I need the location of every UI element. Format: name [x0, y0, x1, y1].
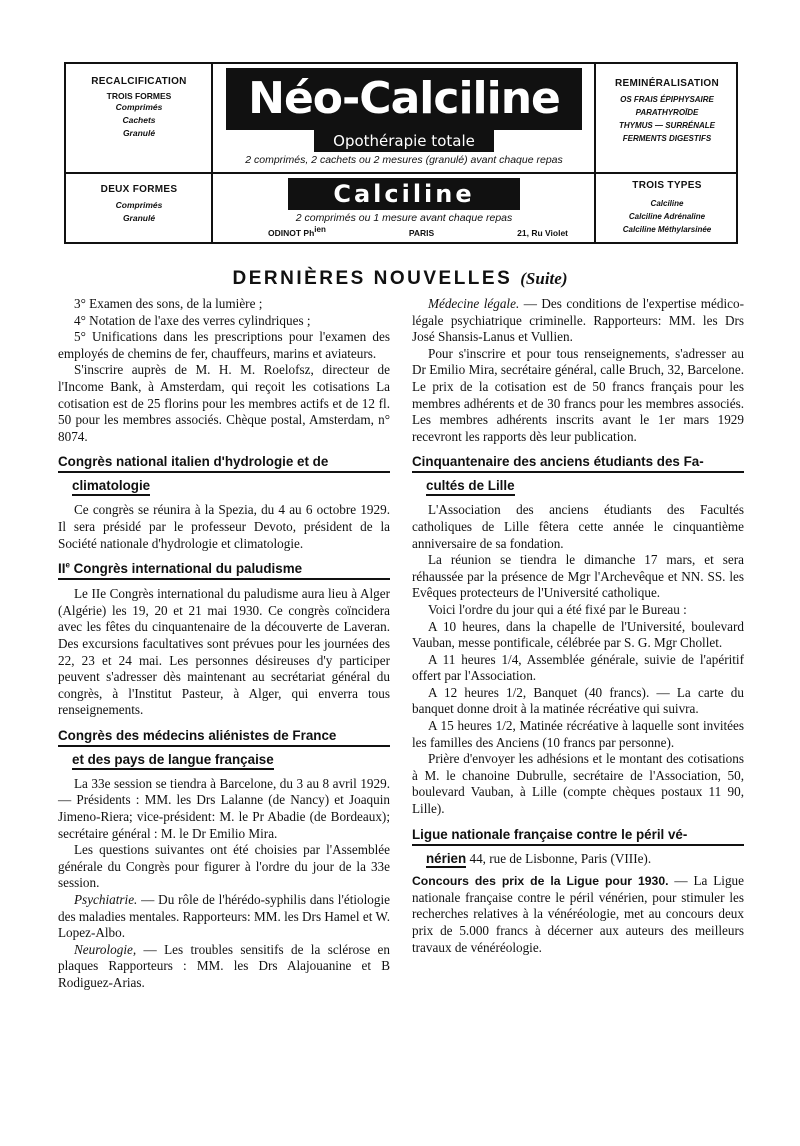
section-heading-cont: nérien — [426, 850, 467, 866]
paragraph: A 11 heures 1/4, Assemblée générale, suivie de l'apéritif offert par l'Association. — [412, 651, 744, 684]
section-heading-cont-line — [412, 850, 744, 868]
ad-item: THYMUS — SURRÉNALE — [618, 121, 715, 130]
ad-item: Calciline — [650, 199, 684, 208]
advertisement-box — [64, 62, 738, 244]
maker-address: 21, Ru Violet — [517, 228, 568, 238]
section-hydrologie — [58, 453, 390, 496]
ad-item: FERMENTS DIGESTIFS — [622, 134, 712, 143]
ad-heading: REMINÉRALISATION — [614, 78, 720, 89]
right-column — [412, 296, 744, 956]
paragraph: L'Association des anciens étudiants des Facultés catholiques de Lille fêtera cette année le cinquantième anniversaire de sa fondation. — [412, 502, 744, 551]
ad-deux-formes-panel — [70, 184, 208, 225]
ad-item: Granulé — [122, 213, 156, 223]
paragraph: S'inscrire auprès de M. H. M. Roelofsz, directeur de l'Income Bank, à Amsterdam, qui reçoit les cotisations La cotisation est de 25 florins pour les membres actifs et de 12 fl. 50 pour les membres associés. Chèque postal, Amsterdam, n° 8074. — [58, 362, 390, 444]
paragraph: Ce congrès se réunira à la Spezia, du 4 au 6 octobre 1929. Il sera présidé par le professeur Devoto, président de la Société nationale d'hydrologie et climatologie. — [58, 502, 390, 551]
paragraph: Psychiatrie. — Du rôle de l'hérédo-syphilis dans l'étiologie des maladies mentales. Rapporteurs: MM. les Drs Hamel et W. Lopez-Albo. — [58, 892, 390, 941]
paragraph: Prière d'envoyer les adhésions et le montant des cotisations à M. le chanoine Dubrulle, secrétaire de l'Association, 50, boulevard Vauban, à Lille (compte chèques postaux 11 90, Lille). — [412, 751, 744, 817]
section-heading-cont: cultés de Lille — [426, 477, 515, 496]
posology-text: 2 comprimés, 2 cachets ou 2 mesures (granulé) avant chaque repas — [245, 154, 563, 166]
ad-item: PARATHYROÏDE — [635, 108, 699, 117]
paragraph: La 33e session se tiendra à Barcelone, du 3 au 8 avril 1929. — Présidents : MM. les Drs Lalanne (de Nancy) et Joaquin Jimeno-Riera; vice-président: M. le Pr Abadie (de Bordeaux); secrétaire général : M. le Dr Emilio Mira. — [58, 775, 390, 841]
section-heading: Cinquantenaire des anciens étudiants des Fa- — [412, 453, 744, 473]
ad-heading: TROIS TYPES — [632, 180, 702, 191]
section-heading-cont: climatologie — [72, 477, 150, 496]
paragraph: 5° Unifications dans les prescriptions pour l'examen des employés de chemins de fer, chauffeurs, marins et aviateurs. — [58, 329, 390, 361]
ad-remineralisation-panel — [598, 78, 736, 145]
page-title — [0, 268, 800, 290]
ad-divider — [66, 172, 736, 174]
ad-divider — [594, 64, 596, 242]
section-paludisme — [58, 560, 390, 580]
paragraph: Pour s'inscrire et pour tous renseignements, s'adresser au Dr Emilio Mira, secrétaire général, calle Bruch, 32, Barcelone. Le prix de la cotisation est de 50 francs français pour les membres adhérents et de 30 francs pour les membres associés. Les membres adhérents inscrits avant le 1er mars 1929 recevront les rapports dès leur publication. — [412, 345, 744, 444]
section-address: 44, rue de Lisbonne, Paris (VIIIe). — [466, 850, 652, 866]
ad-item: Cachets — [122, 115, 156, 125]
posology-text: 2 comprimés ou 1 mesure avant chaque repas — [295, 212, 513, 224]
ad-recalcification-panel — [70, 76, 208, 140]
ad-heading: DEUX FORMES — [100, 184, 178, 195]
maker-line — [268, 225, 568, 238]
paragraph: Médecine légale. — Des conditions de l'expertise médico-légale psychiatrique criminelle. Rapporteurs: MM. les Drs José Shansis-Lanus et Vullien. — [412, 296, 744, 345]
section-heading: Congrès national italien d'hydrologie et de — [58, 453, 390, 473]
paragraph: Neurologie, — Les troubles sensitifs de la sclérose en plaques Rapporteurs : MM. les Drs Alajouanine et B Rodiguez-Arias. — [58, 941, 390, 990]
ad-divider — [211, 64, 213, 242]
paragraph: Concours des prix de la Ligue pour 1930. — La Ligue nationale française contre le péril vénérien, pour stimuler les recherches relatives à la vénéréologie, met au concours deux prix de 5.000 francs à décerner aux auteurs des meilleurs travaux de vénéréologie. — [412, 873, 745, 955]
left-column — [58, 296, 390, 992]
ad-item: OS FRAIS ÉPIPHYSAIRE — [620, 95, 714, 104]
section-alienistes — [58, 727, 390, 770]
section-ligue — [412, 826, 744, 868]
paragraph: Les questions suivantes ont été choisies par l'Assemblée générale du Congrès pour figurer à l'ordre du jour de la 33e session. — [58, 842, 390, 891]
paragraph: La réunion se tiendra le dimanche 17 mars, et sera réhaussée par la présence de Mgr l'Archevêque et NN. SS. les Evêques protecteurs de l'Université catholique. — [412, 552, 744, 601]
section-lille — [412, 453, 744, 496]
brand-logo-neo-calciline: Néo-Calciline — [226, 68, 582, 130]
paragraph: Voici l'ordre du jour qui a été fixé par le Bureau : — [428, 601, 687, 617]
ad-item: Calciline Adrénaline — [628, 212, 706, 221]
ad-trois-types-panel — [598, 180, 736, 236]
brand-tagline: Opothérapie totale — [314, 130, 494, 152]
ad-subheading: TROIS FORMES — [106, 91, 172, 101]
paragraph: Le IIe Congrès international du paludisme aura lieu à Alger (Algérie) les 19, 20 et 21 mai 1930. Ce congrès coïncidera avec les fêtes du cinquantenaire de la découverte de Laveran. Des excursions facultatives sont prévues pour les journées des 22, 23 et 24 mai. Les personnes désireuses d'y participer peuvent s'adresser dès maintenant au secrétariat général du congrès, à l'Institut Pasteur, à Alger, qui enverra tous renseignements. — [58, 586, 390, 718]
maker-name: ODINOT $Ph^{ien}$ — [268, 225, 326, 238]
section-heading-cont: et des pays de langue française — [72, 751, 274, 770]
section-heading: Ligue nationale française contre le péril vé- — [412, 826, 744, 846]
ad-item: Calciline Méthylarsinée — [622, 225, 712, 234]
paragraph: A 10 heures, dans la chapelle de l'Université, boulevard Vauban, messe pontificale, célébrée par S. G. Mgr Chollet. — [412, 618, 744, 651]
maker-city: PARIS — [408, 228, 435, 238]
title-main: DERNIÈRES NOUVELLES — [232, 268, 513, 289]
brand-logo-calciline: Calciline — [288, 178, 520, 210]
ad-item: Comprimés — [115, 200, 163, 210]
section-heading: Congrès des médecins aliénistes de France — [58, 727, 390, 747]
paragraph: 3° Examen des sons, de la lumière ; — [74, 296, 263, 311]
section-heading: IIe Congrès international du paludisme — [58, 560, 390, 580]
ad-heading: RECALCIFICATION — [91, 76, 187, 87]
paragraph: A 12 heures 1/2, Banquet (40 francs). — La carte du banquet donne droit à la matinée récréative qui suivra. — [412, 684, 744, 717]
paragraph: A 15 heures 1/2, Matinée récréative à laquelle sont invitées les familles des Anciens (10 francs par personne). — [412, 718, 744, 750]
ad-item: Granulé — [122, 128, 156, 138]
paragraph: 4° Notation de l'axe des verres cylindriques ; — [74, 312, 311, 328]
ad-item: Comprimés — [115, 102, 163, 112]
title-suite: (Suite) — [520, 269, 568, 288]
